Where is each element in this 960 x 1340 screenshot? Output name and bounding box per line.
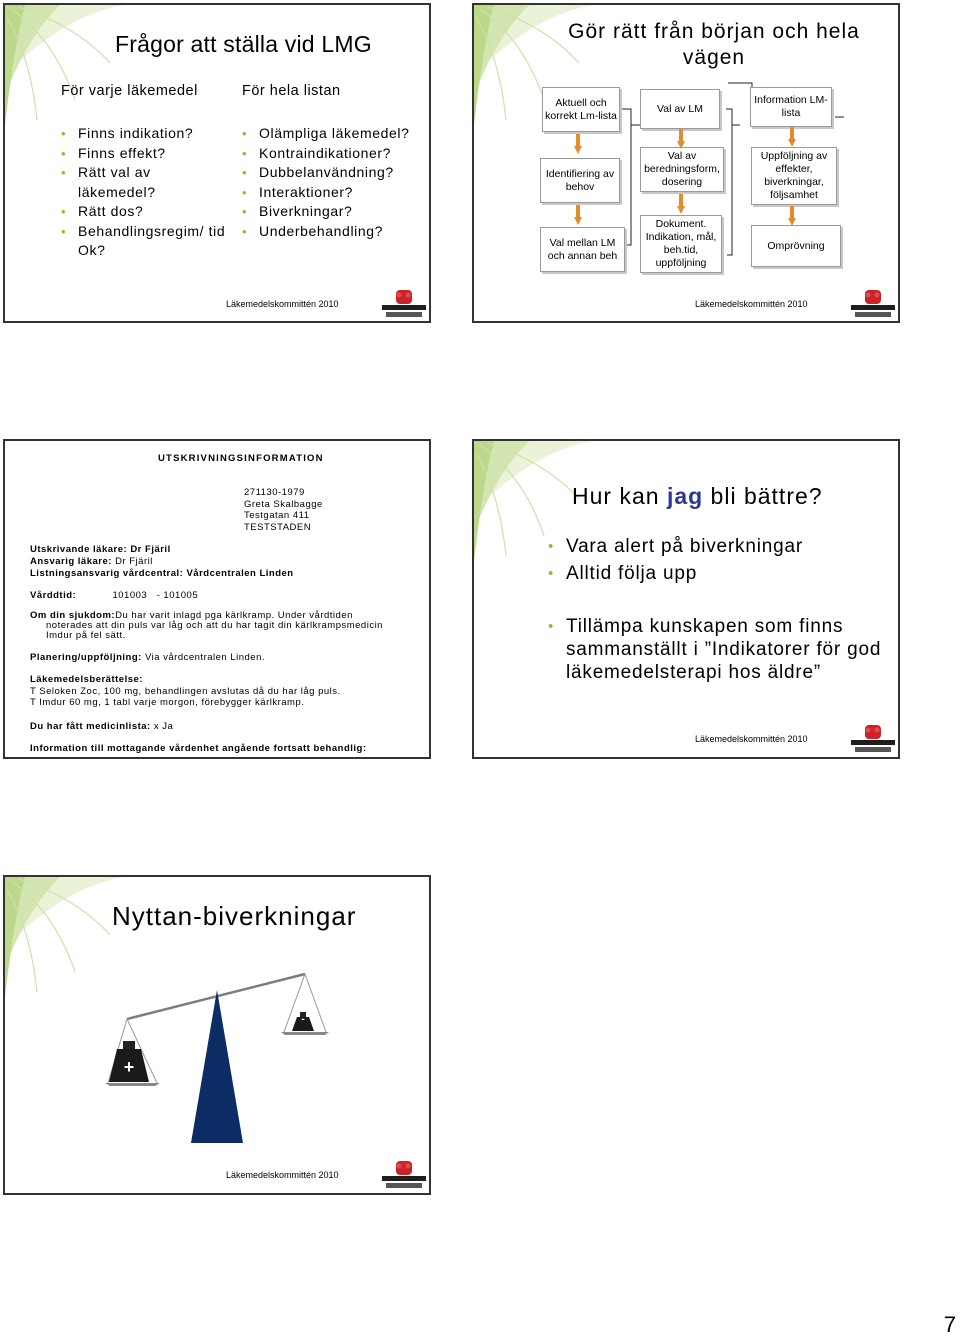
responsible-row (30, 556, 153, 568)
committee-logo-icon (851, 290, 895, 320)
bullet-list-whole-list (242, 124, 417, 241)
box-identify-needs: Identifiering av behov (540, 158, 620, 203)
list-item: • Interaktioner? (242, 183, 417, 203)
list-item: • Finns effekt? (61, 144, 226, 164)
scale-pan-left (105, 1083, 160, 1086)
health-center-label: Listningsansvarig vårdcentral: (30, 568, 184, 579)
committee-logo-icon (382, 290, 426, 320)
committee-logo-icon (382, 1161, 426, 1191)
column-heading-each-drug: För varje läkemedel (61, 83, 198, 99)
slide-title: Hur kan jag bli bättre? (572, 483, 823, 509)
arrow-down-icon (788, 127, 796, 147)
illness-text: noterades att din puls var låg och att du har tagit din kärlkrampsmedicin (46, 620, 383, 631)
slide-footer: Läkemedelskommittén 2010 (695, 734, 808, 744)
medicine-list-row (30, 721, 173, 733)
highlighted-word: jag (666, 483, 704, 509)
list-item: • Rätt dos? (61, 202, 226, 222)
minus-sign: - (301, 1014, 305, 1025)
illness-section (30, 611, 383, 641)
leaf-decoration (5, 5, 155, 135)
illness-label: Om din sjukdom: (30, 610, 116, 621)
slide-footer: Läkemedelskommittén 2010 (695, 299, 808, 309)
list-item: • Tillämpa kunskapen som finns sammanställt i ”Indikatorer för god läkemedelsterapi hos äldre” (548, 615, 888, 684)
followup-row (30, 652, 265, 664)
slide-title: Nyttan-biverkningar (112, 901, 357, 931)
page-number: 7 (943, 1312, 956, 1337)
box-choose-treatment: Val mellan LM och annan beh (540, 227, 625, 272)
drug-story-label: Läkemedelsberättelse: (30, 674, 143, 685)
prescriber-label: Utskrivande läkare: (30, 544, 128, 555)
committee-logo-icon (851, 725, 895, 755)
arrow-down-icon (677, 194, 685, 214)
list-item: • Underbehandling? (242, 222, 417, 242)
bullet-list-each-drug (61, 124, 226, 261)
list-item: • Vara alert på biverkningar (548, 533, 888, 560)
drug-story-line: T Imdur 60 mg, 1 tabl varje morgon, förebygger kärlkramp. (30, 697, 305, 708)
care-time-row (30, 590, 198, 602)
plus-sign: + (123, 1057, 135, 1077)
box-reassessment: Omprövning (751, 225, 841, 267)
list-item: • Finns indikation? (61, 124, 226, 144)
health-center-value: Vårdcentralen Linden (186, 568, 294, 579)
care-time-value: 101003 - 101005 (112, 590, 199, 601)
box-documentation: Dokument. Indikation, mål, beh.tid, uppföljning (640, 215, 722, 273)
patient-street: Testgatan 411 (244, 510, 310, 521)
box-current-drug-list: Aktuell och korrekt Lm-lista (542, 87, 620, 132)
balance-scale-illustration (5, 877, 431, 1195)
medicine-list-label: Du har fått medicinlista: (30, 721, 151, 732)
slide-discharge-information (3, 439, 431, 759)
list-item: • Behandlingsregim/ tid Ok? (61, 222, 226, 261)
bullet-list-alert (548, 533, 888, 587)
followup-label: Planering/uppföljning: (30, 652, 142, 663)
document-heading: UTSKRIVNINGSINFORMATION (158, 453, 324, 464)
followup-value: Via vårdcentralen Linden. (144, 652, 266, 663)
slide-questions (3, 3, 431, 323)
slide-title: Frågor att ställa vid LMG (115, 31, 372, 57)
column-heading-whole-list: För hela listan (242, 83, 341, 99)
responsible-label: Ansvarig läkare: (30, 556, 112, 567)
slide-footer: Läkemedelskommittén 2010 (226, 299, 339, 309)
health-center-row (30, 568, 294, 580)
prescriber-row (30, 544, 171, 556)
box-follow-up: Uppföljning av effekter, biverkningar, följsamhet (751, 147, 837, 205)
illness-text: Imdur på fel sätt. (46, 630, 126, 641)
slide-improve (472, 439, 900, 759)
medicine-list-value: x Ja (153, 721, 174, 732)
list-item: • Olämpliga läkemedel? (242, 124, 417, 144)
slide-flowchart (472, 3, 900, 323)
list-item: • Biverkningar? (242, 202, 417, 222)
list-item: • Kontraindikationer? (242, 144, 417, 164)
box-choose-drug: Val av LM (640, 89, 720, 129)
slide-footer: Läkemedelskommittén 2010 (226, 1170, 339, 1180)
list-item: • Alltid följa upp (548, 560, 888, 587)
arrow-down-icon (788, 206, 796, 226)
list-item: • Dubbelanvändning? (242, 163, 417, 183)
handover-info-label: Information till mottagande vårdenhet angående fortsatt behandlig: (30, 743, 367, 754)
prescriber-value: Dr Fjäril (130, 544, 171, 555)
arrow-down-icon (574, 134, 582, 154)
arrow-down-icon (574, 205, 582, 225)
patient-city: TESTSTADEN (244, 521, 312, 533)
patient-name: Greta Skalbagge (244, 498, 323, 510)
scale-pan-right (281, 1032, 329, 1035)
illness-text: Du har varit inlagd pga kärlkramp. Under vårdtiden (115, 610, 353, 621)
slide-benefit-harm (3, 875, 431, 1195)
drug-story-line: T Seloken Zoc, 100 mg, behandlingen avslutas då du har låg puls. (30, 686, 341, 697)
care-time-label: Vårddtid: (30, 590, 77, 601)
list-item: • Rätt val av läkemedel? (61, 163, 226, 202)
box-information-list: Information LM-lista (750, 87, 832, 127)
responsible-value: Dr Fjäril (115, 556, 153, 567)
scale-fulcrum (191, 990, 243, 1143)
box-formulation-dosing: Val av beredningsform, dosering (640, 147, 724, 192)
patient-id: 271130-1979 (244, 487, 305, 498)
bullet-list-apply (548, 615, 888, 684)
arrow-down-icon (677, 129, 685, 149)
slide-title: Gör rätt från början och hela vägen (568, 20, 860, 69)
